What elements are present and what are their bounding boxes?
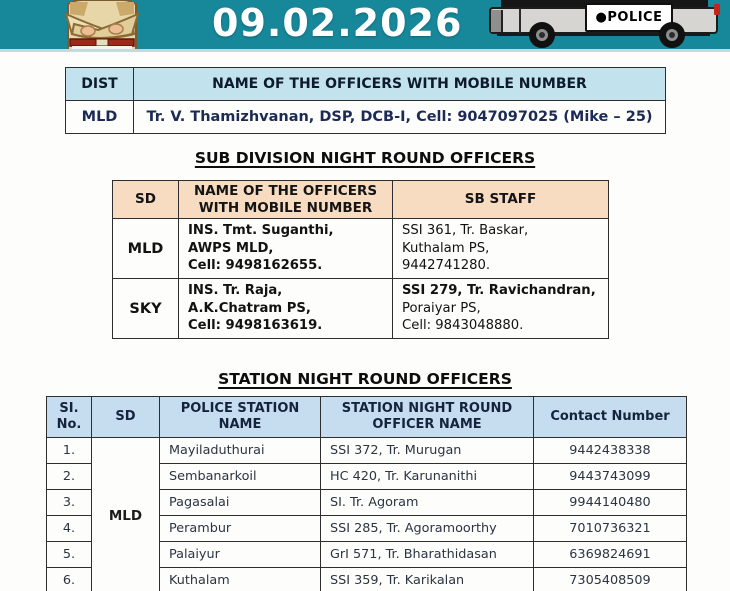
sub-division-section-title: SUB DIVISION NIGHT ROUND OFFICERS (194, 149, 536, 167)
station-contact: 7010736321 (534, 516, 687, 542)
station-contact: 9944140480 (534, 490, 687, 516)
station-officer: SSI 372, Tr. Murugan (321, 438, 534, 464)
date-heading: 09.02.2026 (212, 1, 463, 45)
station-name: Mayiladuthurai (160, 438, 321, 464)
station-officer: GrI 571, Tr. Bharathidasan (321, 542, 534, 568)
banner (0, 0, 730, 52)
vehicle-grille (491, 10, 503, 32)
station-officer: HC 420, Tr. Karunanithi (321, 464, 534, 490)
sub-division-sd-cell: MLD (113, 219, 179, 279)
station-sino: 4. (47, 516, 92, 542)
police-vehicle-image (485, 0, 722, 50)
district-header-dist: DIST (66, 68, 134, 101)
sub-division-officer-cell: INS. Tmt. Suganthi, AWPS MLD, Cell: 9498162655. (179, 219, 393, 279)
sub-division-header-sbstaff: SB STAFF (393, 181, 609, 219)
sub-division-sbstaff-cell: SSI 361, Tr. Baskar, Kuthalam PS, 9442741280. (393, 219, 609, 279)
station-header-contact: Contact Number (534, 397, 687, 438)
station-sino: 1. (47, 438, 92, 464)
sub-division-officer-cell: INS. Tr. Raja, A.K.Chatram PS, Cell: 9498163619. (179, 279, 393, 339)
sub-division-header-sd: SD (113, 181, 179, 219)
station-header-name: POLICE STATION NAME (160, 397, 321, 438)
police-officer-image (58, 0, 146, 50)
sub-division-table (112, 180, 609, 339)
station-sino: 2. (47, 464, 92, 490)
station-table (46, 396, 687, 591)
station-header-sd: SD (92, 397, 160, 438)
sub-division-sd-cell: SKY (113, 279, 179, 339)
station-contact: 9443743099 (534, 464, 687, 490)
station-name: Sembanarkoil (160, 464, 321, 490)
station-sino: 6. (47, 568, 92, 591)
sub-division-sbstaff-cell: SSI 279, Tr. Ravichandran, Poraiyar PS, Cell: 9843048880. (393, 279, 609, 339)
station-sino: 5. (47, 542, 92, 568)
station-header-row (47, 397, 687, 438)
station-name: Pagasalai (160, 490, 321, 516)
station-row (47, 438, 687, 464)
station-officer: SI. Tr. Agoram (321, 490, 534, 516)
police-panel-label: ●POLICE (595, 10, 663, 25)
vehicle-rear-wheel (659, 22, 685, 48)
station-name: Kuthalam (160, 568, 321, 591)
station-contact: 9442438338 (534, 438, 687, 464)
station-section-title: STATION NIGHT ROUND OFFICERS (218, 370, 512, 388)
station-contact: 6369824691 (534, 542, 687, 568)
station-contact: 7305408509 (534, 568, 687, 591)
station-officer: SSI 359, Tr. Karikalan (321, 568, 534, 591)
police-officer-illustration (58, 0, 146, 50)
station-header-sino: SI. No. (47, 397, 92, 438)
district-header-name: NAME OF THE OFFICERS WITH MOBILE NUMBER (134, 68, 666, 101)
station-name: Perambur (160, 516, 321, 542)
district-table-header-row (66, 68, 666, 101)
vehicle-front-wheel (529, 22, 555, 48)
station-sd-group: MLD (92, 438, 160, 591)
district-cell-dist: MLD (66, 101, 134, 134)
station-sino: 3. (47, 490, 92, 516)
vehicle-tail-light (714, 4, 720, 15)
sub-division-row-mld (113, 219, 609, 279)
district-table-row (66, 101, 666, 134)
station-officer: SSI 285, Tr. Agoramoorthy (321, 516, 534, 542)
station-name: Palaiyur (160, 542, 321, 568)
vehicle-door-line (519, 8, 521, 33)
sub-division-header-row (113, 181, 609, 219)
station-header-officer: STATION NIGHT ROUND OFFICER NAME (321, 397, 534, 438)
sub-division-row-sky (113, 279, 609, 339)
district-officer-table (65, 67, 666, 134)
district-cell-name: Tr. V. Thamizhvanan, DSP, DCB-I, Cell: 9047097025 (Mike – 25) (134, 101, 666, 134)
sub-division-header-name: NAME OF THE OFFICERS WITH MOBILE NUMBER (179, 181, 393, 219)
